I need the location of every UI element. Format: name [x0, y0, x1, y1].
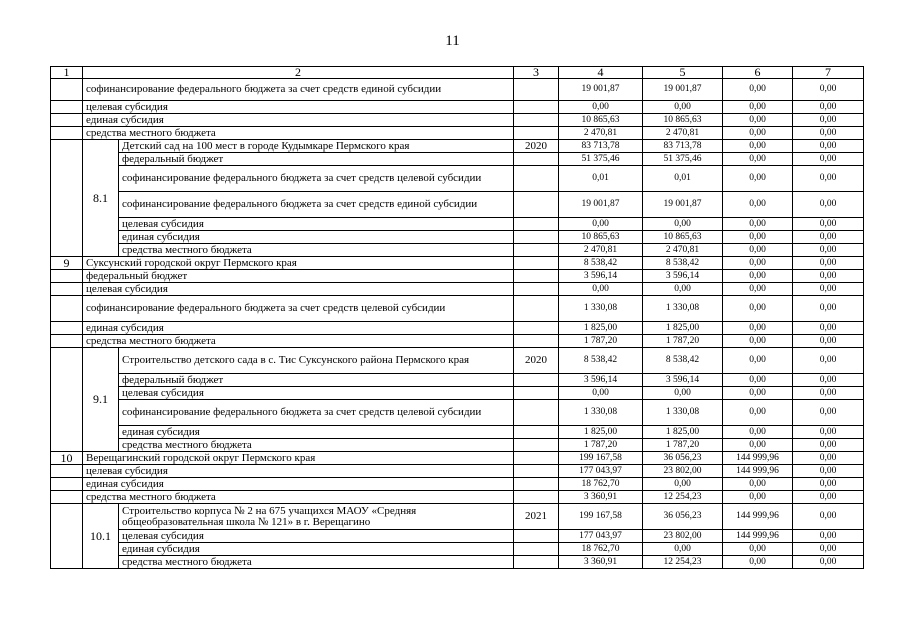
year-cell: 2021	[514, 504, 559, 530]
row-number-empty	[51, 491, 83, 504]
value-cell: 0,00	[643, 218, 723, 231]
value-cell: 10 865,63	[559, 114, 643, 127]
row-number-empty	[51, 127, 83, 140]
value-cell: 0,00	[723, 491, 793, 504]
budget-table	[50, 66, 864, 569]
year-cell	[514, 257, 559, 270]
value-cell: 10 865,63	[559, 231, 643, 244]
row-number: 10	[51, 452, 83, 465]
table-row	[51, 439, 864, 452]
value-cell: 0,00	[793, 114, 864, 127]
value-cell: 144 999,96	[723, 465, 793, 478]
row-label: софинансирование федерального бюджета за счет средств целевой субсидии	[119, 166, 514, 192]
year-cell	[514, 426, 559, 439]
value-cell: 51 375,46	[643, 153, 723, 166]
table-row	[51, 192, 864, 218]
value-cell: 0,00	[643, 387, 723, 400]
row-label: единая субсидия	[119, 231, 514, 244]
table-row	[51, 556, 864, 569]
year-cell	[514, 556, 559, 569]
value-cell: 2 470,81	[643, 244, 723, 257]
row-label: Строительство корпуса № 2 на 675 учащихся МАОУ «Средняя общеобразовательная школа № 121» в г. Верещагино	[119, 504, 514, 530]
row-label: федеральный бюджет	[119, 374, 514, 387]
value-cell: 3 360,91	[559, 556, 643, 569]
row-label: единая субсидия	[119, 543, 514, 556]
row-number-empty	[51, 322, 83, 335]
table-row	[51, 491, 864, 504]
row-number-empty	[51, 296, 83, 322]
row-label: единая субсидия	[119, 426, 514, 439]
value-cell: 3 360,91	[559, 491, 643, 504]
row-label: средства местного бюджета	[119, 556, 514, 569]
value-cell: 0,01	[559, 166, 643, 192]
table-row	[51, 387, 864, 400]
value-cell: 0,00	[723, 374, 793, 387]
column-header: 1	[51, 67, 83, 79]
value-cell: 18 762,70	[559, 478, 643, 491]
year-cell	[514, 478, 559, 491]
value-cell: 23 802,00	[643, 465, 723, 478]
value-cell: 0,00	[793, 491, 864, 504]
value-cell: 0,00	[723, 231, 793, 244]
value-cell: 0,00	[723, 153, 793, 166]
value-cell: 2 470,81	[643, 127, 723, 140]
value-cell: 0,00	[793, 335, 864, 348]
value-cell: 1 330,08	[643, 296, 723, 322]
header-row	[51, 67, 864, 79]
table-row	[51, 114, 864, 127]
year-cell: 2020	[514, 348, 559, 374]
value-cell: 0,00	[559, 387, 643, 400]
value-cell: 199 167,58	[559, 504, 643, 530]
value-cell: 0,00	[723, 335, 793, 348]
year-cell	[514, 530, 559, 543]
value-cell: 1 825,00	[643, 322, 723, 335]
value-cell: 36 056,23	[643, 504, 723, 530]
value-cell: 12 254,23	[643, 556, 723, 569]
year-cell	[514, 270, 559, 283]
row-number-empty	[51, 114, 83, 127]
value-cell: 23 802,00	[643, 530, 723, 543]
value-cell: 19 001,87	[559, 192, 643, 218]
row-label: целевая субсидия	[119, 530, 514, 543]
table-row	[51, 374, 864, 387]
row-label: средства местного бюджета	[83, 127, 514, 140]
value-cell: 0,00	[793, 166, 864, 192]
value-cell: 0,00	[793, 79, 864, 101]
table-row	[51, 504, 864, 530]
value-cell: 0,01	[643, 166, 723, 192]
row-label: средства местного бюджета	[83, 335, 514, 348]
value-cell: 0,00	[643, 101, 723, 114]
value-cell: 0,00	[793, 244, 864, 257]
year-cell	[514, 127, 559, 140]
table-row	[51, 283, 864, 296]
table-row	[51, 426, 864, 439]
value-cell: 177 043,97	[559, 530, 643, 543]
row-label: Строительство детского сада в с. Тис Суксунского района Пермского края	[119, 348, 514, 374]
value-cell: 144 999,96	[723, 452, 793, 465]
year-cell	[514, 283, 559, 296]
row-label: целевая субсидия	[83, 101, 514, 114]
value-cell: 0,00	[793, 257, 864, 270]
value-cell: 83 713,78	[643, 140, 723, 153]
year-cell	[514, 231, 559, 244]
table-row	[51, 153, 864, 166]
row-label: Верещагинский городской округ Пермского края	[83, 452, 514, 465]
value-cell: 0,00	[793, 387, 864, 400]
value-cell: 0,00	[723, 166, 793, 192]
value-cell: 0,00	[723, 192, 793, 218]
value-cell: 1 787,20	[643, 439, 723, 452]
value-cell: 0,00	[723, 101, 793, 114]
value-cell: 18 762,70	[559, 543, 643, 556]
value-cell: 1 330,08	[559, 296, 643, 322]
value-cell: 1 787,20	[559, 335, 643, 348]
row-label: софинансирование федерального бюджета за счет средств целевой субсидии	[83, 296, 514, 322]
value-cell: 1 787,20	[643, 335, 723, 348]
table-row	[51, 218, 864, 231]
row-label: средства местного бюджета	[83, 491, 514, 504]
table-row	[51, 296, 864, 322]
subsection-number: 8.1	[83, 140, 119, 257]
value-cell: 8 538,42	[643, 257, 723, 270]
row-label: единая субсидия	[83, 322, 514, 335]
value-cell: 0,00	[793, 543, 864, 556]
value-cell: 0,00	[723, 270, 793, 283]
row-label: федеральный бюджет	[83, 270, 514, 283]
value-cell: 3 596,14	[559, 374, 643, 387]
row-number-empty	[51, 465, 83, 478]
value-cell: 0,00	[643, 543, 723, 556]
row-label: целевая субсидия	[83, 465, 514, 478]
value-cell: 0,00	[723, 543, 793, 556]
value-cell: 1 330,08	[643, 400, 723, 426]
year-cell	[514, 101, 559, 114]
table-row	[51, 530, 864, 543]
value-cell: 0,00	[793, 465, 864, 478]
year-cell	[514, 400, 559, 426]
value-cell: 0,00	[793, 439, 864, 452]
table-row	[51, 322, 864, 335]
column-header: 3	[514, 67, 559, 79]
value-cell: 0,00	[723, 478, 793, 491]
value-cell: 0,00	[793, 283, 864, 296]
row-label: единая субсидия	[83, 478, 514, 491]
row-label: целевая субсидия	[119, 387, 514, 400]
year-cell	[514, 296, 559, 322]
value-cell: 0,00	[723, 283, 793, 296]
value-cell: 0,00	[723, 439, 793, 452]
table-row	[51, 465, 864, 478]
value-cell: 36 056,23	[643, 452, 723, 465]
column-header: 4	[559, 67, 643, 79]
row-number-empty	[51, 335, 83, 348]
column-header: 6	[723, 67, 793, 79]
row-number-empty	[51, 348, 83, 452]
value-cell: 0,00	[723, 218, 793, 231]
year-cell	[514, 335, 559, 348]
row-label: софинансирование федерального бюджета за счет средств единой субсидии	[83, 79, 514, 101]
table-row	[51, 400, 864, 426]
value-cell: 0,00	[793, 322, 864, 335]
value-cell: 0,00	[793, 478, 864, 491]
subsection-number: 10.1	[83, 504, 119, 569]
value-cell: 0,00	[793, 192, 864, 218]
value-cell: 3 596,14	[643, 374, 723, 387]
row-label: целевая субсидия	[83, 283, 514, 296]
year-cell	[514, 114, 559, 127]
year-cell	[514, 387, 559, 400]
value-cell: 19 001,87	[643, 79, 723, 101]
value-cell: 3 596,14	[559, 270, 643, 283]
value-cell: 177 043,97	[559, 465, 643, 478]
value-cell: 0,00	[793, 127, 864, 140]
value-cell: 0,00	[723, 257, 793, 270]
column-header: 7	[793, 67, 864, 79]
value-cell: 0,00	[559, 101, 643, 114]
row-label: средства местного бюджета	[119, 439, 514, 452]
value-cell: 144 999,96	[723, 530, 793, 543]
table-row	[51, 270, 864, 283]
value-cell: 0,00	[793, 374, 864, 387]
value-cell: 0,00	[723, 114, 793, 127]
table-row	[51, 543, 864, 556]
row-label: Суксунский городской округ Пермского края	[83, 257, 514, 270]
value-cell: 0,00	[793, 348, 864, 374]
value-cell: 0,00	[793, 530, 864, 543]
year-cell	[514, 543, 559, 556]
row-number-empty	[51, 79, 83, 101]
year-cell	[514, 452, 559, 465]
subsection-number: 9.1	[83, 348, 119, 452]
table-row	[51, 231, 864, 244]
row-label: софинансирование федерального бюджета за счет средств единой субсидии	[119, 192, 514, 218]
year-cell	[514, 439, 559, 452]
column-header: 2	[83, 67, 514, 79]
row-number-empty	[51, 283, 83, 296]
value-cell: 2 470,81	[559, 127, 643, 140]
year-cell	[514, 374, 559, 387]
value-cell: 8 538,42	[559, 348, 643, 374]
column-header: 5	[643, 67, 723, 79]
value-cell: 0,00	[723, 322, 793, 335]
table-row	[51, 244, 864, 257]
value-cell: 0,00	[559, 218, 643, 231]
value-cell: 19 001,87	[559, 79, 643, 101]
table-row	[51, 101, 864, 114]
year-cell	[514, 322, 559, 335]
row-number-empty	[51, 101, 83, 114]
value-cell: 0,00	[793, 140, 864, 153]
table-row	[51, 452, 864, 465]
value-cell: 0,00	[723, 140, 793, 153]
table-row	[51, 127, 864, 140]
value-cell: 0,00	[723, 387, 793, 400]
row-label: федеральный бюджет	[119, 153, 514, 166]
year-cell	[514, 218, 559, 231]
row-number: 9	[51, 257, 83, 270]
table-row	[51, 257, 864, 270]
value-cell: 0,00	[723, 400, 793, 426]
value-cell: 2 470,81	[559, 244, 643, 257]
value-cell: 0,00	[723, 348, 793, 374]
value-cell: 51 375,46	[559, 153, 643, 166]
row-number-empty	[51, 504, 83, 569]
value-cell: 10 865,63	[643, 114, 723, 127]
value-cell: 0,00	[723, 296, 793, 322]
row-number-empty	[51, 270, 83, 283]
value-cell: 0,00	[793, 270, 864, 283]
value-cell: 0,00	[793, 231, 864, 244]
year-cell	[514, 79, 559, 101]
row-label: единая субсидия	[83, 114, 514, 127]
table-row	[51, 166, 864, 192]
year-cell	[514, 465, 559, 478]
value-cell: 0,00	[793, 556, 864, 569]
table-row	[51, 478, 864, 491]
year-cell: 2020	[514, 140, 559, 153]
value-cell: 8 538,42	[643, 348, 723, 374]
value-cell: 12 254,23	[643, 491, 723, 504]
year-cell	[514, 491, 559, 504]
value-cell: 0,00	[793, 218, 864, 231]
year-cell	[514, 153, 559, 166]
value-cell: 0,00	[559, 283, 643, 296]
row-label: Детский сад на 100 мест в городе Кудымкаре Пермского края	[119, 140, 514, 153]
year-cell	[514, 192, 559, 218]
value-cell: 0,00	[723, 244, 793, 257]
value-cell: 8 538,42	[559, 257, 643, 270]
value-cell: 3 596,14	[643, 270, 723, 283]
value-cell: 0,00	[793, 101, 864, 114]
value-cell: 0,00	[793, 452, 864, 465]
value-cell: 0,00	[793, 296, 864, 322]
row-label: средства местного бюджета	[119, 244, 514, 257]
page-number: 11	[445, 33, 460, 49]
row-label: целевая субсидия	[119, 218, 514, 231]
value-cell: 83 713,78	[559, 140, 643, 153]
value-cell: 0,00	[723, 426, 793, 439]
value-cell: 0,00	[793, 400, 864, 426]
year-cell	[514, 244, 559, 257]
value-cell: 0,00	[793, 153, 864, 166]
value-cell: 0,00	[643, 283, 723, 296]
table-row	[51, 348, 864, 374]
value-cell: 0,00	[643, 478, 723, 491]
value-cell: 0,00	[723, 79, 793, 101]
row-label: софинансирование федерального бюджета за счет средств целевой субсидии	[119, 400, 514, 426]
table-row	[51, 79, 864, 101]
value-cell: 1 330,08	[559, 400, 643, 426]
value-cell: 19 001,87	[643, 192, 723, 218]
value-cell: 199 167,58	[559, 452, 643, 465]
table-row	[51, 335, 864, 348]
value-cell: 0,00	[723, 556, 793, 569]
value-cell: 1 825,00	[643, 426, 723, 439]
value-cell: 0,00	[793, 504, 864, 530]
row-number-empty	[51, 140, 83, 257]
table-row	[51, 140, 864, 153]
value-cell: 0,00	[793, 426, 864, 439]
value-cell: 1 825,00	[559, 322, 643, 335]
year-cell	[514, 166, 559, 192]
value-cell: 1 825,00	[559, 426, 643, 439]
value-cell: 144 999,96	[723, 504, 793, 530]
value-cell: 1 787,20	[559, 439, 643, 452]
value-cell: 0,00	[723, 127, 793, 140]
value-cell: 10 865,63	[643, 231, 723, 244]
row-number-empty	[51, 478, 83, 491]
